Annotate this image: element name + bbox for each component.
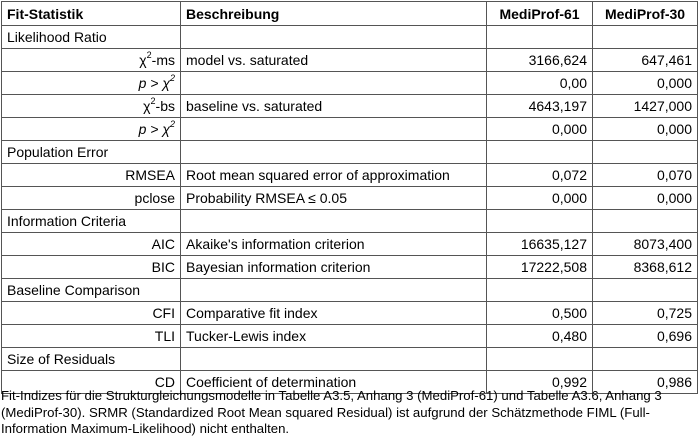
description-cell: Coefficient of determination xyxy=(181,371,487,394)
value-mediprof-30: 647,461 xyxy=(593,49,698,72)
value-mediprof-61: 0,992 xyxy=(487,371,593,394)
table-row xyxy=(2,302,698,325)
value-mediprof-30: 0,696 xyxy=(593,325,698,348)
header-mediprof-30: MediProf-30 xyxy=(593,2,698,26)
empty-cell xyxy=(487,26,593,49)
value-mediprof-61: 0,072 xyxy=(487,164,593,187)
table-caption: Fit-Indizes für die Strukturgleichungsmodelle in Tabelle A3.5, Anhang 3 (MediProf-61) und Tabelle A3.6, Anhang 3 (MediProf-30). SRMR (Standardized Root Mean squared Residual) ist aufgrund der Schätzmethode FIML (Full-Information Maximum-Likelihood) nicht enthalten. xyxy=(1,388,662,436)
group-label: Baseline Comparison xyxy=(2,279,181,302)
stat-cell xyxy=(2,49,181,72)
stat-superscript: 2 xyxy=(169,73,175,84)
table-row xyxy=(2,72,698,95)
group-label: Likelihood Ratio xyxy=(2,26,181,49)
description-cell: Akaike's information criterion xyxy=(181,233,487,256)
table-row xyxy=(2,95,698,118)
empty-cell xyxy=(181,26,487,49)
table-header-row xyxy=(2,2,698,26)
empty-cell xyxy=(593,210,698,233)
stat-cell xyxy=(2,118,181,141)
stat-cell xyxy=(2,233,181,256)
description-cell: Bayesian information criterion xyxy=(181,256,487,279)
group-label: Information Criteria xyxy=(2,210,181,233)
description-cell: Root mean squared error of approximation xyxy=(181,164,487,187)
description-cell xyxy=(181,118,487,141)
value-mediprof-30: 0,986 xyxy=(593,371,698,394)
value-mediprof-61: 16635,127 xyxy=(487,233,593,256)
table-row xyxy=(2,233,698,256)
header-mediprof-61: MediProf-61 xyxy=(487,2,593,26)
empty-cell xyxy=(181,141,487,164)
stat-name: χ xyxy=(139,52,147,68)
table-group-row xyxy=(2,210,698,233)
table-group-row xyxy=(2,141,698,164)
description-cell xyxy=(181,72,487,95)
table-group-row xyxy=(2,348,698,371)
stat-suffix: -ms xyxy=(151,52,175,68)
stat-cell xyxy=(2,95,181,118)
stat-name: TLI xyxy=(154,328,175,344)
empty-cell xyxy=(181,210,487,233)
stat-cell xyxy=(2,187,181,210)
header-fit-statistik: Fit-Statistik xyxy=(2,2,181,26)
empty-cell xyxy=(487,348,593,371)
table-row xyxy=(2,187,698,210)
value-mediprof-61: 3166,624 xyxy=(487,49,593,72)
empty-cell xyxy=(593,141,698,164)
group-label: Population Error xyxy=(2,141,181,164)
description-cell: model vs. saturated xyxy=(181,49,487,72)
table-body xyxy=(2,26,698,394)
value-mediprof-30: 0,725 xyxy=(593,302,698,325)
stat-name: p > χ xyxy=(138,121,170,137)
stat-name: p > χ xyxy=(138,75,170,91)
stat-name: CD xyxy=(154,374,175,390)
value-mediprof-30: 8073,400 xyxy=(593,233,698,256)
stat-name: CFI xyxy=(152,305,175,321)
description-cell: Tucker-Lewis index xyxy=(181,325,487,348)
value-mediprof-30: 0,000 xyxy=(593,187,698,210)
stat-name: pclose xyxy=(134,190,175,206)
table-row xyxy=(2,49,698,72)
value-mediprof-61: 0,500 xyxy=(487,302,593,325)
description-cell: baseline vs. saturated xyxy=(181,95,487,118)
stat-cell xyxy=(2,164,181,187)
value-mediprof-30: 8368,612 xyxy=(593,256,698,279)
empty-cell xyxy=(593,348,698,371)
table-group-row xyxy=(2,26,698,49)
table-row xyxy=(2,256,698,279)
stat-superscript: 2 xyxy=(150,96,156,107)
table-row xyxy=(2,325,698,348)
table-row xyxy=(2,118,698,141)
value-mediprof-61: 0,00 xyxy=(487,72,593,95)
value-mediprof-61: 0,480 xyxy=(487,325,593,348)
empty-cell xyxy=(487,141,593,164)
table-group-row xyxy=(2,279,698,302)
empty-cell xyxy=(181,348,487,371)
value-mediprof-30: 0,000 xyxy=(593,118,698,141)
value-mediprof-30: 0,000 xyxy=(593,72,698,95)
empty-cell xyxy=(487,210,593,233)
stat-name: RMSEA xyxy=(125,167,175,183)
value-mediprof-61: 17222,508 xyxy=(487,256,593,279)
value-mediprof-61: 0,000 xyxy=(487,187,593,210)
stat-name: χ xyxy=(143,98,151,114)
fit-statistics-table xyxy=(1,1,698,394)
stat-name: AIC xyxy=(151,236,175,252)
header-beschreibung: Beschreibung xyxy=(181,2,487,26)
stat-superscript: 2 xyxy=(169,119,175,130)
empty-cell xyxy=(181,279,487,302)
description-cell: Comparative fit index xyxy=(181,302,487,325)
empty-cell xyxy=(487,279,593,302)
value-mediprof-61: 4643,197 xyxy=(487,95,593,118)
stat-cell xyxy=(2,256,181,279)
stat-suffix: -bs xyxy=(155,98,175,114)
stat-cell xyxy=(2,72,181,95)
stat-cell xyxy=(2,302,181,325)
description-cell: Probability RMSEA ≤ 0.05 xyxy=(181,187,487,210)
stat-cell xyxy=(2,325,181,348)
value-mediprof-30: 0,070 xyxy=(593,164,698,187)
value-mediprof-30: 1427,000 xyxy=(593,95,698,118)
value-mediprof-61: 0,000 xyxy=(487,118,593,141)
stat-name: BIC xyxy=(151,259,175,275)
empty-cell xyxy=(593,279,698,302)
empty-cell xyxy=(593,26,698,49)
stat-superscript: 2 xyxy=(146,50,152,61)
group-label: Size of Residuals xyxy=(2,348,181,371)
table-row xyxy=(2,164,698,187)
